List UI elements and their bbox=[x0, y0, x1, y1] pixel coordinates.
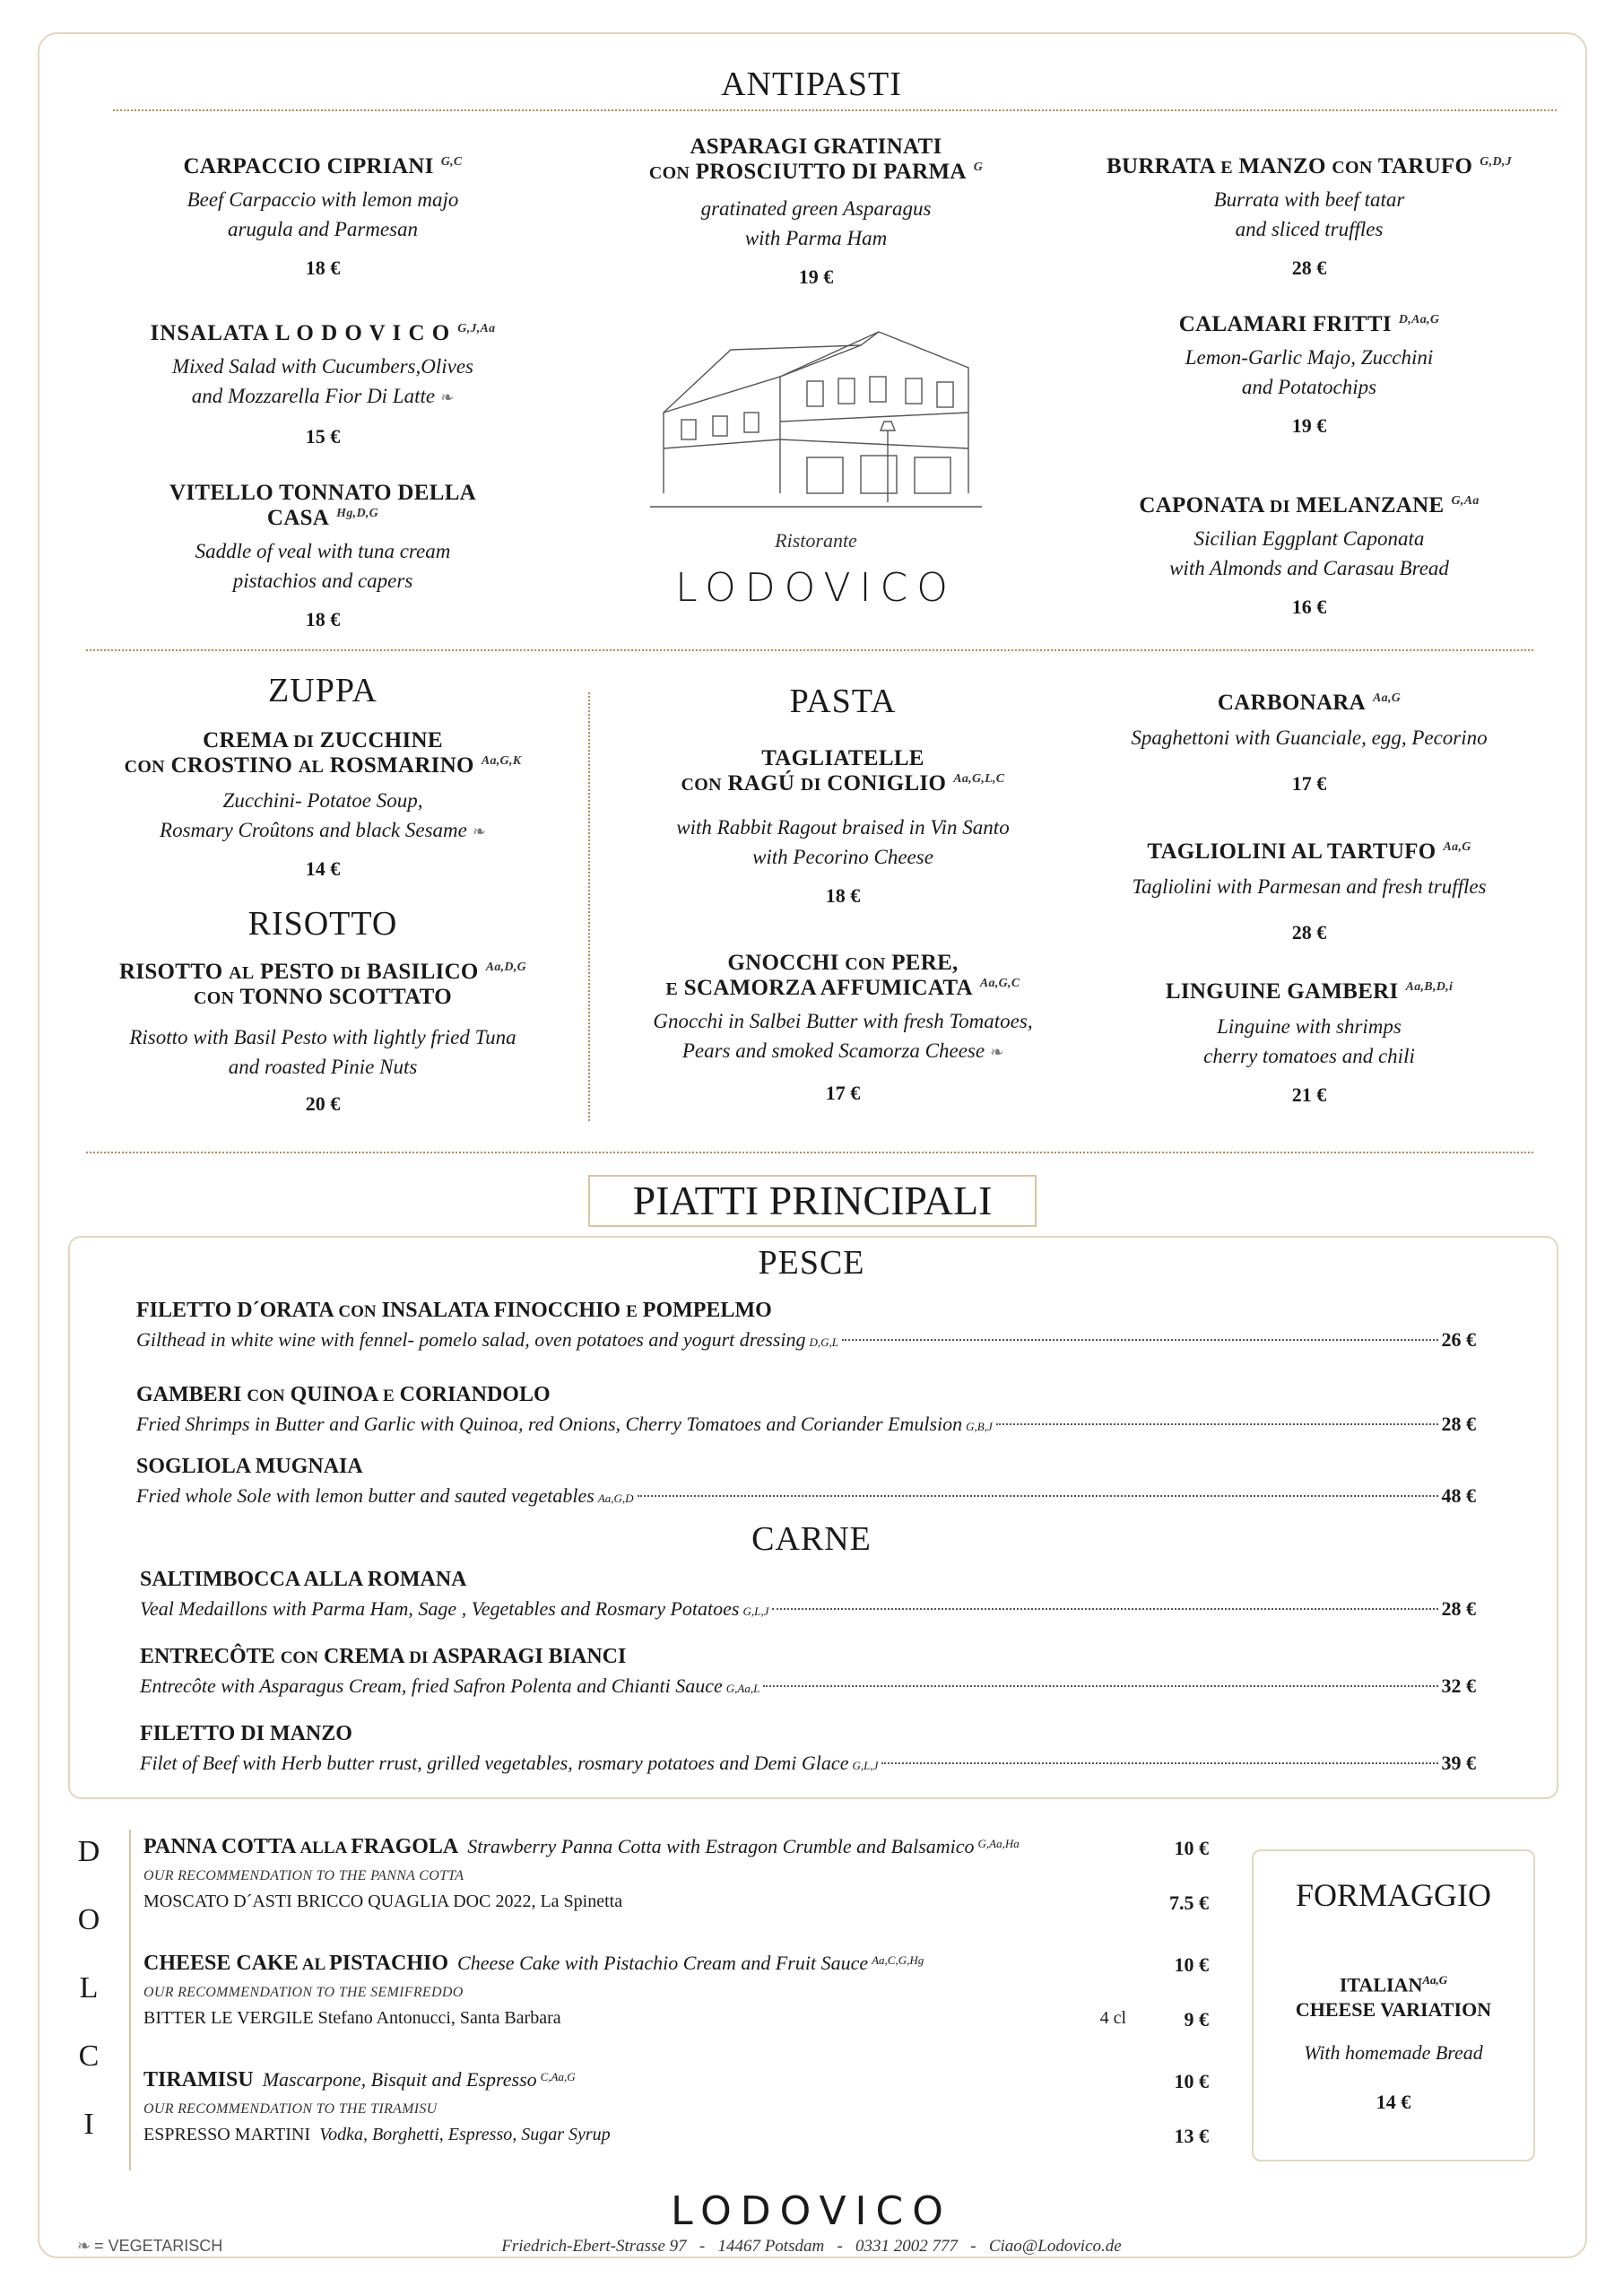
dish-vitello-tonnato: VITELLO TONNATO DELLA CASA $^{Hg,D,G}$ Saddle of veal with tuna cream pistachios and capers 18 € bbox=[169, 481, 477, 631]
footer-address: Friedrich-Ebert-Strasse 97 - 14467 Potsdam - 0331 2002 777 - Ciao@Lodovico.de bbox=[501, 2237, 1122, 2256]
dish-filetto-manzo: FILETTO DI MANZO Filet of Beef with Herb butter rrust, grilled vegetables, rosmary potatoes and Demi Glace G,L,J 39 € bbox=[140, 1722, 1476, 1774]
carne-title: CARNE bbox=[751, 1520, 872, 1558]
formaggio-title: FORMAGGIO bbox=[1295, 1877, 1492, 1913]
leaf-icon: ❧ bbox=[472, 822, 486, 840]
dish-gamberi-quinoa: GAMBERI CON QUINOA E CORIANDOLO Fried Shrimps in Butter and Garlic with Quinoa, red Onions, Cherry Tomatoes and Coriander Emulsion G,B,J 28 € bbox=[136, 1383, 1476, 1435]
leaf-icon: ❧ bbox=[990, 1043, 1004, 1061]
dish-carpaccio: CARPACCIO CIPRIANI $^{G,C}$ Beef Carpaccio with lemon majo arugula and Parmesan 18 € bbox=[183, 154, 463, 279]
footer-logo: LODOVICO bbox=[671, 2188, 952, 2234]
logo-name: LODOVICO bbox=[675, 565, 957, 611]
formaggio-box: FORMAGGIO $ITALIAN^{Aa,G}$ CHEESE VARIATION With homemade Bread 14 € bbox=[1252, 1849, 1535, 2161]
dolci-item-panna-cotta: PANNA COTTA ALLA FRAGOLA Strawberry Panna Cotta with Estragon Crumble and Balsamico $^{G,Aa,Ha}$ 10 € OUR RECOMMENDATION TO THE PANNA COTTA MOSCATO D´ASTI BRICCO QUAGLIA DOC 2022, La Spinetta 7.5 € bbox=[143, 1835, 1209, 1914]
dish-caponata: CAPONATA DI MELANZANE $^{G,Aa}$ Sicilian Eggplant Caponata with Almonds and Carasau Bread 16 € bbox=[1139, 493, 1480, 618]
dish-entrecote: ENTRECÔTE CON CREMA DI ASPARAGI BIANCI Entrecôte with Asparagus Cream, fried Safron Polenta and Chianti Sauce G,Aa,L 32 € bbox=[140, 1645, 1476, 1697]
antipasti-title: ANTIPASTI bbox=[721, 65, 902, 103]
dish-risotto-pesto: RISOTTO AL PESTO DI BASILICO $^{Aa,D,G}$ CON TONNO SCOTTATO Risotto with Basil Pesto with lightly fried Tuna and roasted Pinie Nuts 20 € bbox=[118, 960, 527, 1115]
pesce-title: PESCE bbox=[758, 1244, 865, 1282]
leaf-icon: ❧ bbox=[440, 388, 455, 406]
dish-tagliatelle: TAGLIATELLE CON RAGÚ DI CONIGLIO $^{Aa,G,L,C}$ with Rabbit Ragout braised in Vin Santo with Pecorino Cheese 18 € bbox=[676, 746, 1010, 907]
section-divider-2 bbox=[86, 1152, 1533, 1153]
zuppa-title: ZUPPA bbox=[268, 672, 378, 709]
dish-insalata-lodovico: INSALATA L O D O V I C O $^{G,J,Aa}$ Mixed Salad with Cucumbers,Olives and Mozzarella Fior Di Latte ❧ 15 € bbox=[150, 321, 496, 448]
vegetarian-legend: ❧ = VEGETARISCH bbox=[77, 2237, 223, 2255]
dish-sogliola-mugnaia: SOGLIOLA MUGNAIA Fried whole Sole with lemon butter and sauted vegetables Aa,G,D 48 € bbox=[136, 1455, 1476, 1507]
principali-title: PIATTI PRINCIPALI bbox=[588, 1175, 1037, 1227]
leaf-icon: ❧ bbox=[77, 2237, 91, 2255]
dish-tagliolini-tartufo: TAGLIOLINI AL TARTUFO $^{Aa,G}$ Tagliolini with Parmesan and fresh truffles 28 € bbox=[1132, 839, 1487, 944]
column-divider bbox=[588, 692, 590, 1121]
dolci-item-tiramisu: TIRAMISU Mascarpone, Bisquit and Espresso $^{C,Aa,G}$ 10 € OUR RECOMMENDATION TO THE TIRAMISU ESPRESSO MARTINI Vodka, Borghetti, Espresso, Sugar Syrup 13 € bbox=[143, 2068, 1209, 2147]
dish-linguine-gamberi: LINGUINE GAMBERI $^{Aa,B,D,i}$ Linguine with shrimps cherry tomatoes and chili 21 € bbox=[1165, 979, 1454, 1106]
dish-carbonara: CARBONARA $^{Aa,G}$ Spaghettoni with Guanciale, egg, Pecorino 17 € bbox=[1131, 691, 1488, 795]
antipasti-divider bbox=[113, 109, 1557, 111]
building-illustration bbox=[646, 314, 986, 520]
dolci-divider bbox=[129, 1830, 131, 2170]
dolci-vertical-title: D O L C I bbox=[77, 1835, 100, 2141]
logo-script: Ristorante bbox=[775, 529, 857, 552]
dish-calamari-fritti: CALAMARI FRITTI $^{D,Aa,G}$ Lemon-Garlic Majo, Zucchini and Potatochips 19 € bbox=[1178, 312, 1440, 437]
dish-saltimbocca: SALTIMBOCCA ALLA ROMANA Veal Medaillons with Parma Ham, Sage , Vegetables and Rosmary Potatoes G,L,J 28 € bbox=[140, 1568, 1476, 1620]
dish-gnocchi: GNOCCHI CON PERE, E SCAMORZA AFFUMICATA $^{Aa,G,C}$ Gnocchi in Salbei Butter with fresh Tomatoes, Pears and smoked Scamorza Cheese ❧ 17 € bbox=[653, 951, 1033, 1104]
dish-filetto-orata: FILETTO D´ORATA CON INSALATA FINOCCHIO E POMPELMO Gilthead in white wine with fennel- pomelo salad, oven potatoes and yogurt dressing D,G,L 26 € bbox=[136, 1299, 1476, 1351]
dish-asparagi-gratinati: ASPARAGI GRATINATI CON PROSCIUTTO DI PARMA $^G$ gratinated green Asparagus with Parma Ham 19 € bbox=[648, 135, 984, 288]
dish-burrata-manzo: BURRATA E MANZO CON TARUFO $^{G,D,J}$ Burrata with beef tatar and sliced truffles 28 € bbox=[1107, 154, 1512, 279]
risotto-title: RISOTTO bbox=[247, 905, 398, 943]
dish-crema-zucchine: CREMA DI ZUCCHINE CON CROSTINO AL ROSMARINO $^{Aa,G,K}$ Zucchini- Potatoe Soup, Rosmary Croûtons and black Sesame ❧ 14 € bbox=[124, 728, 522, 880]
section-divider-1 bbox=[86, 649, 1533, 651]
dolci-item-cheese-cake: CHEESE CAKE AL PISTACHIO Cheese Cake with Pistachio Cream and Fruit Sauce $^{Aa,C,G,Hg}$ 10 € OUR RECOMMENDATION TO THE SEMIFREDDO BITTER LE VERGILE Stefano Antonucci, Santa Barbara 4 cl 9 € bbox=[143, 1952, 1209, 2031]
pasta-title: PASTA bbox=[789, 683, 897, 720]
